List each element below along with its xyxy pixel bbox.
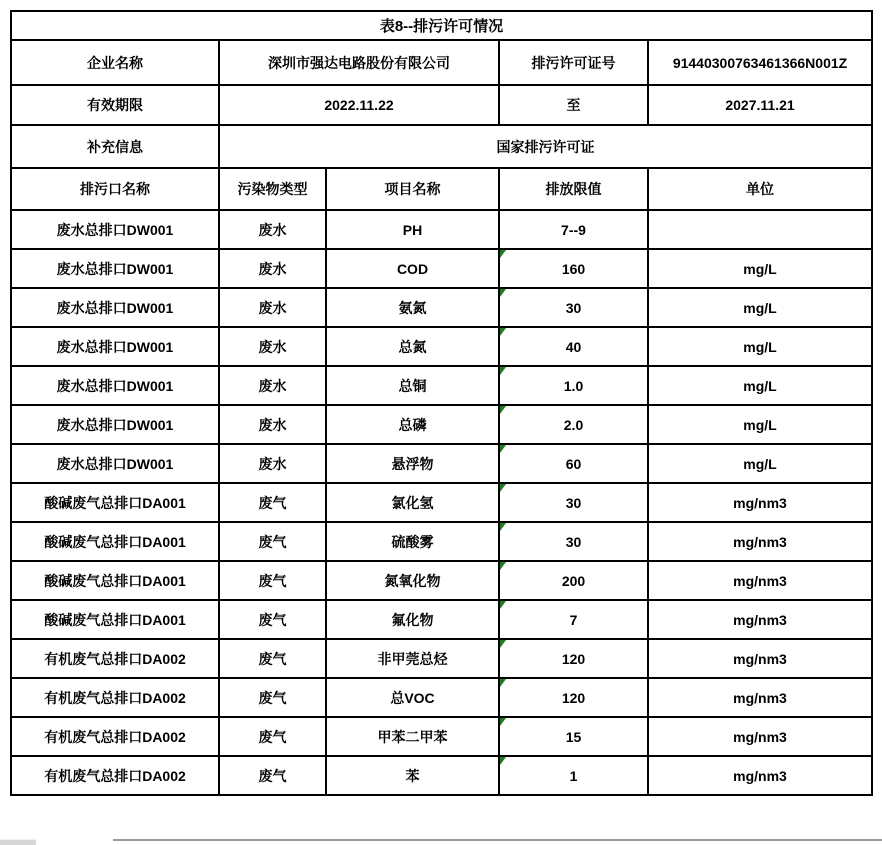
- cell-item-name[interactable]: 总氮: [326, 327, 499, 366]
- cell-pollutant-type[interactable]: 废气: [219, 522, 326, 561]
- column-header-limit[interactable]: 排放限值: [499, 168, 648, 210]
- cell-emission-limit[interactable]: [499, 756, 648, 795]
- cell-emission-limit[interactable]: [499, 522, 648, 561]
- cell-error-flag-icon: [500, 367, 506, 375]
- column-header-unit[interactable]: 单位: [648, 168, 872, 210]
- cell-item-name[interactable]: COD: [326, 249, 499, 288]
- cell-unit[interactable]: mg/L: [648, 288, 872, 327]
- cell-unit[interactable]: [648, 210, 872, 249]
- permit-number-label[interactable]: 排污许可证号: [499, 40, 648, 85]
- column-header-outlet[interactable]: 排污口名称: [11, 168, 219, 210]
- cell-emission-limit-text: 40: [565, 338, 582, 355]
- table-row: [11, 522, 872, 561]
- cell-outlet-name[interactable]: 酸碱废气总排口DA001: [11, 522, 219, 561]
- cell-item-name[interactable]: 氮氧化物: [326, 561, 499, 600]
- cell-emission-limit[interactable]: [499, 600, 648, 639]
- cell-pollutant-type[interactable]: 废水: [219, 288, 326, 327]
- cell-pollutant-type[interactable]: 废气: [219, 600, 326, 639]
- cell-unit[interactable]: mg/nm3: [648, 522, 872, 561]
- cell-item-name[interactable]: 悬浮物: [326, 444, 499, 483]
- cell-outlet-name[interactable]: 废水总排口DW001: [11, 249, 219, 288]
- cell-outlet-name[interactable]: 酸碱废气总排口DA001: [11, 600, 219, 639]
- cell-unit[interactable]: mg/nm3: [648, 678, 872, 717]
- cell-emission-limit[interactable]: [499, 288, 648, 327]
- table-row: [11, 561, 872, 600]
- cell-item-name[interactable]: 氯化氢: [326, 483, 499, 522]
- table-row: [11, 366, 872, 405]
- cell-item-name[interactable]: 总磷: [326, 405, 499, 444]
- cell-outlet-name[interactable]: 有机废气总排口DA002: [11, 756, 219, 795]
- cell-outlet-name[interactable]: 有机废气总排口DA002: [11, 717, 219, 756]
- cell-item-name[interactable]: 氟化物: [326, 600, 499, 639]
- cell-emission-limit-text: 30: [565, 494, 582, 511]
- cell-unit[interactable]: mg/nm3: [648, 561, 872, 600]
- cell-item-name[interactable]: 非甲莞总烃: [326, 639, 499, 678]
- table-row: [11, 756, 872, 795]
- cell-item-name[interactable]: 甲苯二甲苯: [326, 717, 499, 756]
- permit-number-value[interactable]: 91440300763461366N001Z: [648, 40, 872, 85]
- cell-unit[interactable]: mg/nm3: [648, 717, 872, 756]
- cell-unit[interactable]: mg/nm3: [648, 600, 872, 639]
- cell-outlet-name[interactable]: 有机废气总排口DA002: [11, 678, 219, 717]
- cell-pollutant-type[interactable]: 废气: [219, 717, 326, 756]
- cell-error-flag-icon: [500, 523, 506, 531]
- cell-emission-limit[interactable]: [499, 405, 648, 444]
- cell-emission-limit-text: 160: [561, 260, 586, 277]
- company-name-value[interactable]: 深圳市强达电路股份有限公司: [219, 40, 499, 85]
- cell-error-flag-icon: [500, 679, 506, 687]
- cell-outlet-name[interactable]: 废水总排口DW001: [11, 405, 219, 444]
- table-row: [11, 444, 872, 483]
- cell-emission-limit[interactable]: [499, 561, 648, 600]
- sheet-tab-bar: [0, 838, 882, 845]
- cell-error-flag-icon: [500, 601, 506, 609]
- cell-pollutant-type[interactable]: 废水: [219, 210, 326, 249]
- cell-unit[interactable]: mg/nm3: [648, 483, 872, 522]
- cell-unit[interactable]: mg/L: [648, 249, 872, 288]
- cell-unit[interactable]: mg/nm3: [648, 639, 872, 678]
- cell-emission-limit-text: 120: [561, 650, 586, 667]
- cell-error-flag-icon: [500, 562, 506, 570]
- table-title[interactable]: 表8--排污许可情况: [11, 11, 872, 40]
- cell-emission-limit[interactable]: [499, 249, 648, 288]
- cell-emission-limit-text: 2.0: [563, 416, 584, 433]
- cell-error-flag-icon: [500, 289, 506, 297]
- table-row: [11, 639, 872, 678]
- cell-emission-limit[interactable]: [499, 639, 648, 678]
- table-row: [11, 405, 872, 444]
- cell-item-name[interactable]: 氨氮: [326, 288, 499, 327]
- cell-outlet-name[interactable]: 酸碱废气总排口DA001: [11, 483, 219, 522]
- table-row: [11, 288, 872, 327]
- cell-emission-limit[interactable]: [499, 483, 648, 522]
- cell-emission-limit-text: 60: [565, 455, 582, 472]
- cell-error-flag-icon: [500, 484, 506, 492]
- company-name-label[interactable]: 企业名称: [11, 40, 219, 85]
- cell-error-flag-icon: [500, 640, 506, 648]
- cell-error-flag-icon: [500, 445, 506, 453]
- cell-outlet-name[interactable]: 废水总排口DW001: [11, 327, 219, 366]
- cell-emission-limit-text: 1.0: [563, 377, 584, 394]
- cell-item-name[interactable]: 总VOC: [326, 678, 499, 717]
- cell-outlet-name[interactable]: 废水总排口DW001: [11, 288, 219, 327]
- cell-unit[interactable]: mg/nm3: [648, 756, 872, 795]
- supplement-info-label[interactable]: 补充信息: [11, 125, 219, 168]
- validity-period-label[interactable]: 有效期限: [11, 85, 219, 125]
- cell-emission-limit[interactable]: [499, 678, 648, 717]
- cell-item-name[interactable]: 硫酸雾: [326, 522, 499, 561]
- sheet-nav-buttons-edge[interactable]: [0, 839, 36, 845]
- cell-outlet-name[interactable]: 酸碱废气总排口DA001: [11, 561, 219, 600]
- cell-emission-limit-text: 7--9: [561, 221, 586, 238]
- cell-item-name[interactable]: 苯: [326, 756, 499, 795]
- cell-error-flag-icon: [500, 328, 506, 336]
- table-row: [11, 249, 872, 288]
- table-row: [11, 483, 872, 522]
- cell-emission-limit-text: 200: [561, 572, 586, 589]
- validity-end-date[interactable]: 2027.11.21: [648, 85, 872, 125]
- cell-emission-limit[interactable]: [499, 210, 648, 249]
- cell-error-flag-icon: [500, 718, 506, 726]
- cell-outlet-name[interactable]: 废水总排口DW001: [11, 444, 219, 483]
- cell-outlet-name[interactable]: 废水总排口DW001: [11, 210, 219, 249]
- column-header-pollutant-type[interactable]: 污染物类型: [219, 168, 326, 210]
- cell-emission-limit-text: 30: [565, 299, 582, 316]
- cell-emission-limit[interactable]: [499, 366, 648, 405]
- table-row: [11, 210, 872, 249]
- cell-pollutant-type[interactable]: 废气: [219, 561, 326, 600]
- cell-pollutant-type[interactable]: 废气: [219, 756, 326, 795]
- cell-pollutant-type[interactable]: 废水: [219, 366, 326, 405]
- validity-start-date[interactable]: 2022.11.22: [219, 85, 499, 125]
- supplement-info-value[interactable]: 国家排污许可证: [219, 125, 872, 168]
- cell-emission-limit[interactable]: [499, 327, 648, 366]
- cell-pollutant-type[interactable]: 废水: [219, 405, 326, 444]
- cell-emission-limit-text: 1: [569, 767, 578, 784]
- cell-item-name[interactable]: 总铜: [326, 366, 499, 405]
- cell-outlet-name[interactable]: 有机废气总排口DA002: [11, 639, 219, 678]
- cell-emission-limit-text: 7: [569, 611, 578, 628]
- table-row: [11, 678, 872, 717]
- cell-emission-limit[interactable]: [499, 444, 648, 483]
- cell-pollutant-type[interactable]: 废水: [219, 249, 326, 288]
- cell-emission-limit[interactable]: [499, 717, 648, 756]
- cell-pollutant-type[interactable]: 废气: [219, 678, 326, 717]
- cell-unit[interactable]: mg/L: [648, 366, 872, 405]
- cell-pollutant-type[interactable]: 废气: [219, 639, 326, 678]
- permit-table: [10, 10, 873, 796]
- cell-pollutant-type[interactable]: 废水: [219, 327, 326, 366]
- table-row: [11, 600, 872, 639]
- cell-emission-limit-text: 120: [561, 689, 586, 706]
- table-row: [11, 327, 872, 366]
- cell-emission-limit-text: 15: [565, 728, 582, 745]
- cell-unit[interactable]: mg/L: [648, 444, 872, 483]
- cell-unit[interactable]: mg/L: [648, 327, 872, 366]
- active-sheet-tab-edge[interactable]: [36, 838, 113, 845]
- table-row: [11, 717, 872, 756]
- column-header-item-name[interactable]: 项目名称: [326, 168, 499, 210]
- cell-error-flag-icon: [500, 250, 506, 258]
- cell-item-name[interactable]: PH: [326, 210, 499, 249]
- cell-pollutant-type[interactable]: 废气: [219, 483, 326, 522]
- validity-to-label[interactable]: 至: [499, 85, 648, 125]
- cell-error-flag-icon: [500, 757, 506, 765]
- cell-unit[interactable]: mg/L: [648, 405, 872, 444]
- sheet-tab-strip-edge: [113, 839, 882, 841]
- cell-outlet-name[interactable]: 废水总排口DW001: [11, 366, 219, 405]
- cell-emission-limit-text: 30: [565, 533, 582, 550]
- cell-error-flag-icon: [500, 406, 506, 414]
- cell-pollutant-type[interactable]: 废水: [219, 444, 326, 483]
